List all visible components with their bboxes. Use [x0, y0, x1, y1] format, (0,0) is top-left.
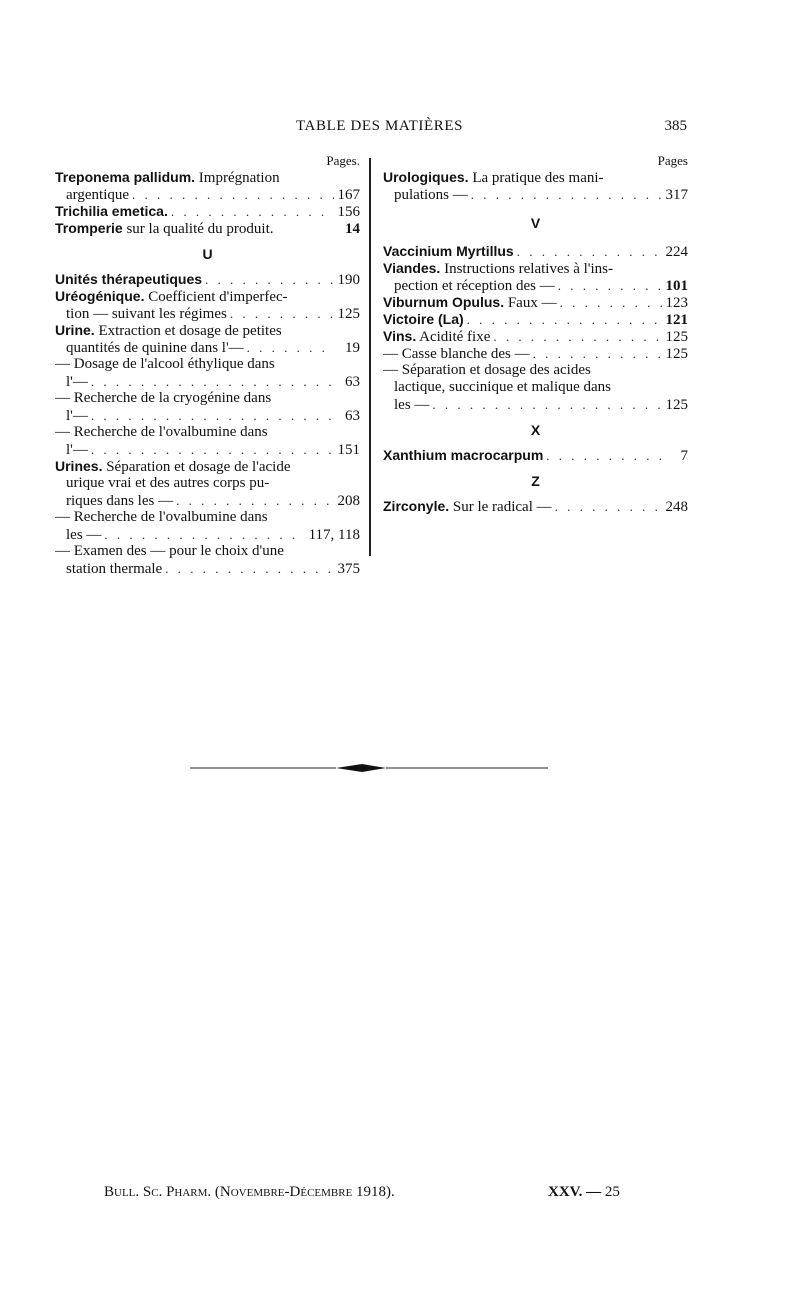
- entry-text: [66, 493, 173, 509]
- entry-line: [55, 543, 360, 560]
- entry-description: — Examen des — pour le choix d'une: [55, 543, 284, 559]
- entry-description: — Dosage de l'alcool éthylique dans: [55, 356, 275, 372]
- entry-keyword: Vaccinium Myrtillus: [383, 243, 514, 259]
- index-entry: [383, 447, 688, 464]
- entry-line: [383, 498, 688, 515]
- index-entry: [383, 294, 688, 311]
- entry-description: Sur le radical —: [449, 499, 552, 515]
- entry-line: [383, 243, 688, 260]
- leader-dots: [230, 305, 334, 322]
- end-ornament: [190, 761, 548, 775]
- column-divider: [369, 158, 371, 556]
- page-footer: [0, 1184, 800, 1208]
- entry-line: [55, 271, 360, 288]
- entry-text: [66, 340, 244, 356]
- entry-line: [383, 396, 688, 413]
- entry-text: [55, 424, 268, 441]
- entry-line: [55, 356, 360, 373]
- section-letter: U: [202, 246, 213, 262]
- leader-dots: [546, 447, 662, 464]
- running-head: [0, 118, 800, 138]
- entry-line: [383, 169, 688, 186]
- entry-line: [55, 390, 360, 407]
- page-reference: 125: [665, 397, 688, 413]
- entry-text: [394, 379, 611, 396]
- page-reference: 121: [665, 312, 688, 328]
- entry-keyword: Zirconyle.: [383, 498, 450, 514]
- entry-description: Instructions relatives à l'ins-: [440, 261, 613, 277]
- entry-text: [383, 260, 613, 277]
- entry-keyword: Xanthium macrocarpum: [383, 447, 544, 463]
- entry-keyword: Tromperie: [55, 220, 123, 236]
- entry-line: [383, 260, 688, 277]
- entry-line: [383, 379, 688, 396]
- entry-text: [55, 288, 288, 305]
- page-reference: 19: [345, 340, 360, 356]
- entry-description: l'—: [66, 374, 88, 390]
- entry-line: [55, 492, 360, 509]
- entry-description: — Recherche de l'ovalbumine dans: [55, 424, 268, 440]
- entry-description: pection et réception des —: [394, 278, 555, 294]
- entry-line: [55, 322, 360, 339]
- index-entry: [55, 458, 360, 509]
- entry-line: [383, 294, 688, 311]
- bibliographic-reference: Bull. Sc. Pharm. (Novembre-Décembre 1918).: [104, 1184, 395, 1200]
- entry-keyword: Vins.: [383, 328, 417, 344]
- index-entry: [55, 203, 360, 220]
- leader-dots: [91, 373, 334, 390]
- entry-text: [394, 397, 429, 413]
- entry-text: [55, 543, 284, 560]
- leader-dots: [176, 492, 333, 509]
- entry-text: [383, 294, 557, 311]
- entry-line: [55, 458, 360, 475]
- entry-line: [55, 203, 360, 220]
- entry-line: [383, 186, 688, 203]
- leader-dots: [432, 396, 661, 413]
- entry-text: [55, 458, 291, 475]
- entry-description: l'—: [66, 408, 88, 424]
- entry-text: [383, 362, 591, 379]
- entry-line: [383, 328, 688, 345]
- entry-text: [383, 346, 530, 362]
- entry-line: [55, 424, 360, 441]
- volume-label: XXV. —: [548, 1184, 602, 1200]
- page-reference: 125: [337, 306, 360, 322]
- entry-text: [66, 306, 227, 322]
- index-column-left: [55, 152, 360, 577]
- index-entry: [383, 345, 688, 362]
- entry-text: [383, 328, 490, 345]
- entry-description: — Casse blanche des —: [383, 346, 530, 362]
- index-entry: [383, 243, 688, 260]
- entry-description: Imprégnation: [195, 170, 280, 186]
- entry-description: pulations —: [394, 187, 468, 203]
- leader-dots: [171, 203, 334, 220]
- page-reference: 117, 118: [308, 527, 360, 543]
- index-entry: [55, 322, 360, 356]
- page-reference: 224: [665, 244, 688, 260]
- entry-line: [55, 373, 360, 390]
- leader-dots: [493, 328, 661, 345]
- entry-description: sur la qualité du produit.: [122, 221, 274, 237]
- entry-keyword: Victoire (La): [383, 311, 464, 327]
- page-reference: 63: [345, 374, 360, 390]
- page-reference: 208: [337, 493, 360, 509]
- index-entry: [383, 328, 688, 345]
- entry-text: [383, 311, 464, 328]
- entry-line: [383, 277, 688, 294]
- entry-keyword: Trichilia emetica.: [55, 203, 168, 219]
- entry-line: [55, 475, 360, 492]
- entry-text: [66, 374, 88, 390]
- entry-text: [55, 203, 168, 220]
- entry-text: [55, 220, 274, 237]
- page-reference: 248: [665, 499, 688, 515]
- index-entry: [55, 220, 360, 237]
- entry-description: argentique: [66, 187, 130, 203]
- entry-description: Acidité fixe: [416, 329, 491, 345]
- entry-description: Extraction et dosage de petites: [94, 323, 282, 339]
- entry-description: urique vrai et des autres corps pu-: [66, 475, 270, 491]
- entry-description: les —: [66, 527, 102, 543]
- index-entry: [383, 311, 688, 328]
- leader-dots: [165, 560, 333, 577]
- index-entry: [55, 356, 360, 390]
- leader-dots: [104, 526, 304, 543]
- entry-line: [55, 526, 360, 543]
- leader-dots: [471, 186, 662, 203]
- page-reference: 125: [665, 346, 688, 362]
- entry-keyword: Viburnum Opulus.: [383, 294, 505, 310]
- entry-line: [55, 509, 360, 526]
- leader-dots: [247, 339, 334, 356]
- index-entry: [55, 169, 360, 203]
- entry-description: Séparation et dosage de l'acide: [102, 459, 291, 475]
- entry-line: [55, 288, 360, 305]
- entry-text: [66, 408, 88, 424]
- pages-heading-left: Pages.: [326, 153, 360, 168]
- page-reference: 190: [337, 272, 360, 288]
- leader-dots: [132, 186, 333, 203]
- entry-keyword: Unités thérapeutiques: [55, 271, 203, 287]
- section-letter: V: [530, 215, 541, 231]
- page-reference: 317: [665, 187, 688, 203]
- leader-dots: [467, 311, 662, 328]
- index-entry: [55, 543, 360, 577]
- section-letter: X: [530, 422, 541, 438]
- entry-keyword: Urologiques.: [383, 169, 469, 185]
- entry-line: [55, 407, 360, 424]
- entry-line: [55, 560, 360, 577]
- index-entry: [383, 498, 688, 515]
- entry-description: l'—: [66, 442, 88, 458]
- page-reference: 123: [665, 295, 688, 311]
- entry-description: Coefficient d'imperfec-: [144, 289, 288, 305]
- entry-keyword: Uréogénique.: [55, 288, 145, 304]
- entry-line: [383, 311, 688, 328]
- entry-text: [55, 169, 280, 186]
- entry-text: [66, 527, 101, 543]
- entry-line: [383, 345, 688, 362]
- leader-dots: [517, 243, 662, 260]
- index-entry: [55, 509, 360, 543]
- signature-number: 25: [604, 1184, 620, 1200]
- entry-text: [66, 475, 269, 492]
- entry-line: [55, 305, 360, 322]
- leader-dots: [205, 271, 333, 288]
- index-entry: [383, 260, 688, 294]
- entry-line: [55, 186, 360, 203]
- page-reference: 7: [680, 448, 688, 464]
- entry-description: — Recherche de l'ovalbumine dans: [55, 509, 268, 525]
- entry-description: station thermale: [66, 561, 163, 577]
- entry-description: les —: [394, 397, 430, 413]
- index-entry: [55, 424, 360, 458]
- entry-description: riques dans les —: [66, 493, 174, 509]
- leader-dots: [91, 441, 334, 458]
- entry-description: — Recherche de la cryogénine dans: [55, 390, 272, 406]
- section-letter: Z: [531, 473, 540, 489]
- index-entry: [55, 288, 360, 322]
- page-reference: 151: [337, 442, 360, 458]
- leader-dots: [533, 345, 662, 362]
- entry-text: [394, 187, 468, 203]
- entry-text: [55, 390, 271, 407]
- entry-text: [383, 498, 552, 515]
- entry-description: quantités de quinine dans l'—: [66, 340, 244, 356]
- entry-keyword: Viandes.: [383, 260, 441, 276]
- entry-text: [55, 322, 282, 339]
- entry-description: tion — suivant les régimes: [66, 306, 227, 322]
- entry-line: [55, 220, 360, 237]
- entry-keyword: Urine.: [55, 322, 95, 338]
- entry-text: [383, 169, 604, 186]
- entry-line: [55, 441, 360, 458]
- entry-description: lactique, succinique et malique dans: [394, 379, 612, 395]
- entry-description: Faux —: [504, 295, 557, 311]
- running-title: TABLE DES MATIÈRES: [296, 118, 464, 134]
- leader-dots: [558, 277, 662, 294]
- entry-description: — Séparation et dosage des acides: [383, 362, 591, 378]
- page-reference: 167: [337, 187, 360, 203]
- entry-text: [55, 356, 275, 373]
- page-number: 385: [664, 118, 687, 134]
- entry-text: [55, 509, 268, 526]
- page-reference: 156: [337, 204, 360, 220]
- entry-text: [66, 561, 162, 577]
- entry-keyword: Urines.: [55, 458, 103, 474]
- entry-text: [55, 271, 202, 288]
- leader-dots: [555, 498, 662, 515]
- index-entry: [383, 169, 688, 203]
- entry-line: [55, 169, 360, 186]
- leader-dots: [560, 294, 662, 311]
- page-reference: 125: [665, 329, 688, 345]
- page-reference: 63: [345, 408, 360, 424]
- page-reference: 101: [665, 278, 688, 294]
- index-column-right: [383, 152, 688, 515]
- leader-dots: [91, 407, 334, 424]
- entry-text: [383, 243, 514, 260]
- page-reference: 375: [337, 561, 360, 577]
- index-entry: [55, 271, 360, 288]
- entry-line: [383, 447, 688, 464]
- entry-description: La pratique des mani-: [468, 170, 604, 186]
- entry-text: [394, 278, 555, 294]
- entry-keyword: Treponema pallidum.: [55, 169, 196, 185]
- entry-line: [383, 362, 688, 379]
- pages-heading-right: Pages: [657, 153, 688, 168]
- entry-line: [55, 339, 360, 356]
- entry-text: [383, 447, 543, 464]
- index-entry: [55, 390, 360, 424]
- entry-text: [66, 442, 88, 458]
- page-reference: 14: [345, 221, 360, 237]
- volume-signature: [548, 1184, 620, 1201]
- index-entry: [383, 362, 688, 413]
- entry-text: [66, 187, 129, 203]
